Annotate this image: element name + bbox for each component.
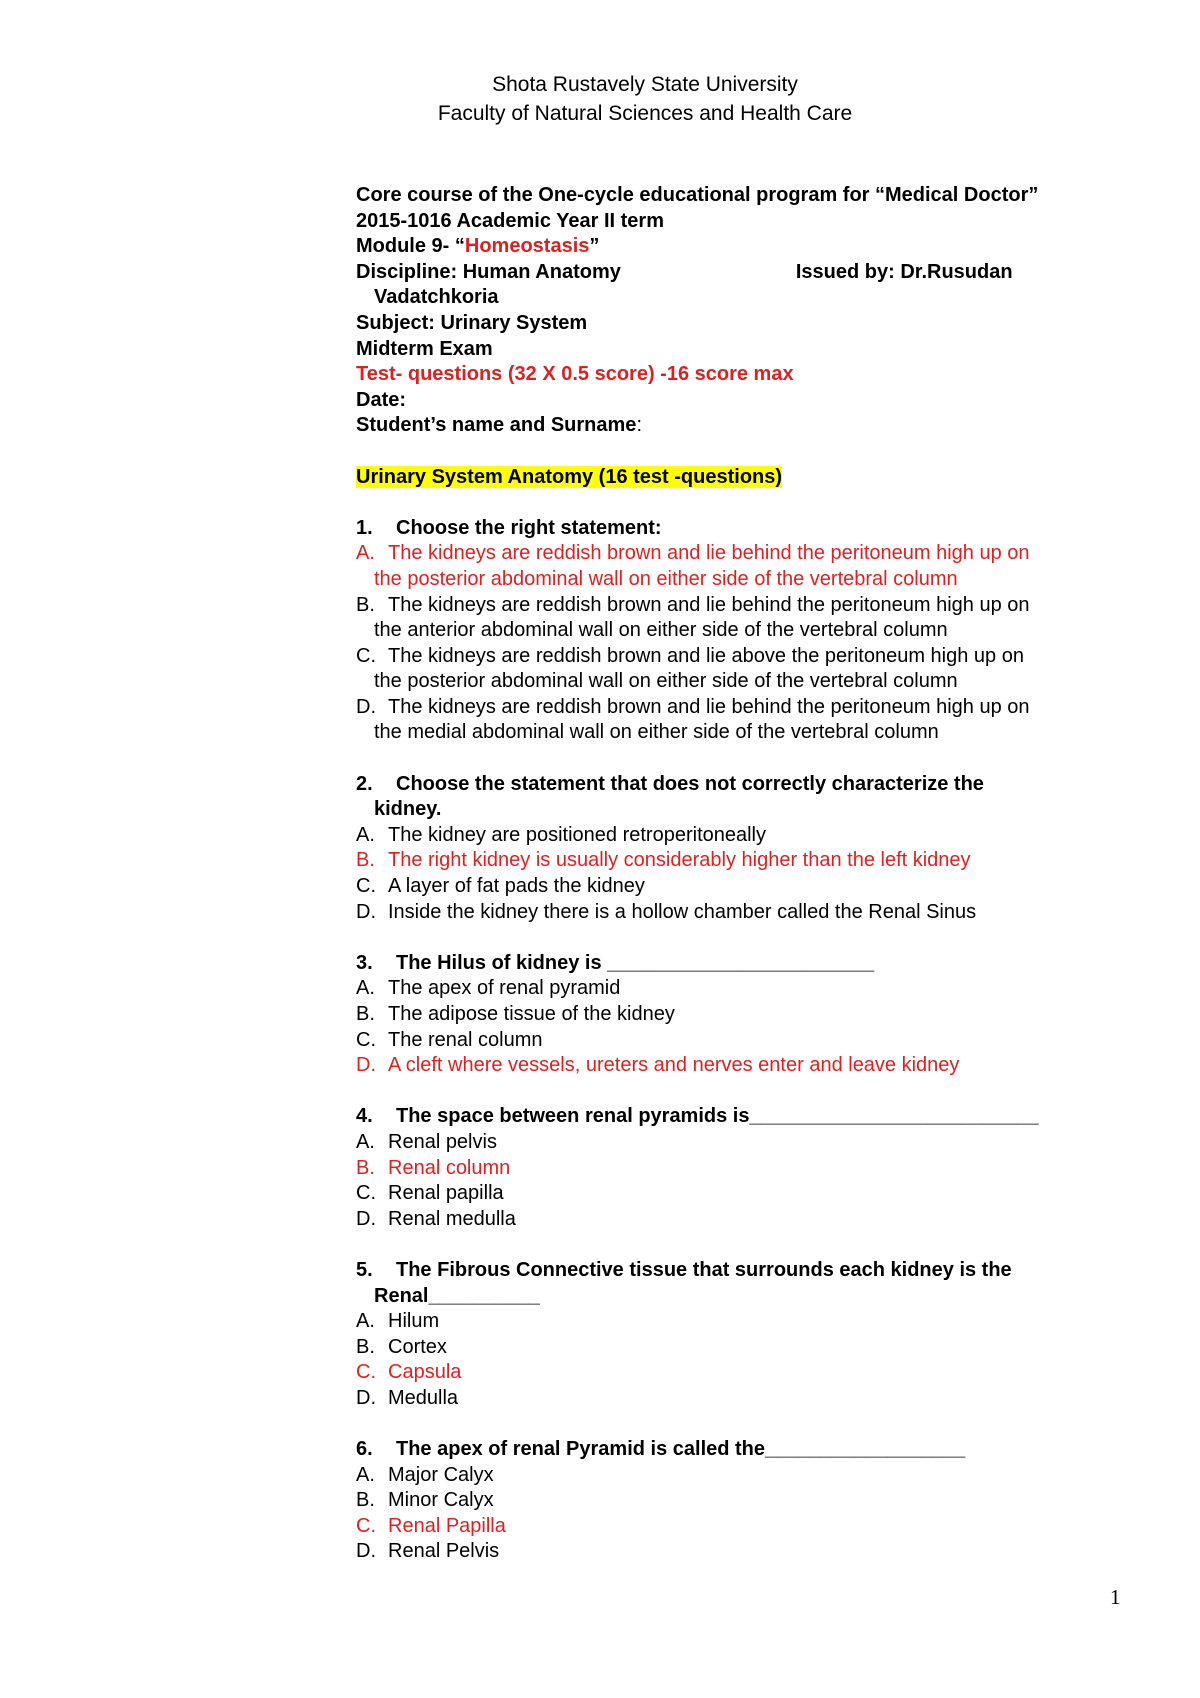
page-number: 1 <box>1110 1585 1121 1609</box>
option-text: Renal column <box>388 1156 511 1179</box>
student-colon: : <box>636 414 642 437</box>
option: D. Inside the kidney there is a hollow chamber called the Renal Sinus <box>356 900 977 923</box>
module-suffix: ” <box>589 235 600 258</box>
option-answer: C. Renal Papilla <box>356 1514 506 1537</box>
exam-line: Midterm Exam <box>356 337 493 360</box>
module-name: Homeostasis <box>464 235 590 258</box>
question-number: 1. <box>356 516 373 539</box>
option-text-cont: the posterior abdominal wall on either side of the vertebral column <box>374 567 958 590</box>
question-number: 6. <box>356 1438 373 1461</box>
option-text: Renal Pelvis <box>388 1540 500 1563</box>
test-info: Test- questions (32 X 0.5 score) -16 score max <box>356 363 794 386</box>
option: D. The kidneys are reddish brown and lie behind the peritoneum high up on <box>356 695 1030 718</box>
option-text: Inside the kidney there is a hollow chamber called the Renal Sinus <box>388 900 977 923</box>
subject-line: Subject: Urinary System <box>356 311 588 334</box>
course-line: Core course of the One-cycle educational program for “Medical Doctor” <box>356 184 1039 206</box>
question-text: Choose the statement that does not correctly characterize the <box>396 772 984 795</box>
option: D. Medulla <box>356 1386 459 1409</box>
academic-year: 2015-1016 Academic Year II term <box>356 209 664 232</box>
option: D. Renal Pelvis <box>356 1540 500 1563</box>
question <box>356 1104 1146 1232</box>
option-text-cont: the anterior abdominal wall on either side of the vertebral column <box>374 619 948 642</box>
option-text: The kidney are positioned retroperitoneally <box>388 823 766 846</box>
question-text-cont: kidney. <box>374 798 442 821</box>
option: C. Renal papilla <box>356 1182 504 1205</box>
question-text-cont: Renal__________ <box>374 1284 540 1307</box>
exam-content <box>356 183 1146 1565</box>
option: A. The kidney are positioned retroperitoneally <box>356 823 766 846</box>
question-text: Choose the right statement: <box>396 516 662 539</box>
date-label: Date: <box>356 388 407 411</box>
question-text: The apex of renal Pyramid is called the__________________ <box>396 1438 966 1461</box>
option-text: Major Calyx <box>388 1463 494 1486</box>
option-text: Renal pelvis <box>388 1130 497 1153</box>
question <box>356 951 1146 1079</box>
option: C. The renal column <box>356 1028 543 1051</box>
question-text: The space between renal pyramids is__________________________ <box>396 1105 1039 1128</box>
option-text-cont: the posterior abdominal wall on either side of the vertebral column <box>374 670 958 693</box>
option: B. The adipose tissue of the kidney <box>356 1003 675 1025</box>
question-number: 3. <box>356 951 373 974</box>
option-text: Renal medulla <box>388 1207 516 1230</box>
option: A. Hilum <box>356 1310 440 1333</box>
option-text: The kidneys are reddish brown and lie behind the peritoneum high up on <box>388 542 1030 565</box>
module-prefix: Module 9- “ <box>356 235 465 258</box>
option-text: The right kidney is usually considerably higher than the left kidney <box>388 849 971 872</box>
option: A. Renal pelvis <box>356 1130 497 1153</box>
question <box>356 516 1146 746</box>
student-label: Student’s name and Surname <box>356 414 637 437</box>
question-number: 2. <box>356 772 373 795</box>
discipline-line <box>356 260 1146 286</box>
question <box>356 1258 1146 1412</box>
option: B. Minor Calyx <box>356 1489 494 1512</box>
university-title: Shota Rustavely State University <box>492 73 798 96</box>
option-text: Minor Calyx <box>388 1489 494 1512</box>
option-text: The apex of renal pyramid <box>388 977 621 1000</box>
option-text: Renal papilla <box>388 1182 504 1205</box>
issued-by: Issued by: Dr.Rusudan <box>795 260 1013 283</box>
option-text: The kidneys are reddish brown and lie behind the peritoneum high up on <box>388 695 1030 718</box>
student-line <box>356 413 1146 439</box>
option-text-cont: the medial abdominal wall on either side of the vertebral column <box>374 721 939 744</box>
option-answer: D. A cleft where vessels, ureters and nerves enter and leave kidney <box>356 1054 960 1077</box>
issued-by-continued: Vadatchkoria <box>374 286 499 309</box>
question-text: The Fibrous Connective tissue that surrounds each kidney is the <box>396 1258 1012 1281</box>
option-text: The kidneys are reddish brown and lie behind the peritoneum high up on <box>388 593 1030 616</box>
option-text: A layer of fat pads the kidney <box>388 875 645 898</box>
question <box>356 1437 1146 1565</box>
question-number: 4. <box>356 1105 373 1128</box>
option-answer: B. The right kidney is usually considerably higher than the left kidney <box>356 849 971 872</box>
option: D. Renal medulla <box>356 1207 516 1230</box>
option: C. The kidneys are reddish brown and lie above the peritoneum high up on <box>356 644 1024 667</box>
option-text: A cleft where vessels, ureters and nerves enter and leave kidney <box>388 1054 960 1077</box>
section-title: Urinary System Anatomy (16 test -questions) <box>356 465 783 488</box>
option-text: The renal column <box>388 1028 543 1051</box>
section-title-line <box>356 465 1146 491</box>
option-text: The adipose tissue of the kidney <box>388 1003 675 1025</box>
question <box>356 772 1146 926</box>
option-text: Renal Papilla <box>388 1514 506 1537</box>
faculty-title: Faculty of Natural Sciences and Health Care <box>437 102 853 125</box>
option-text: Capsula <box>388 1361 462 1384</box>
option: B. The kidneys are reddish brown and lie behind the peritoneum high up on <box>356 593 1030 616</box>
option-text: Hilum <box>388 1310 440 1333</box>
option-text: Cortex <box>388 1335 447 1358</box>
discipline: Discipline: Human Anatomy <box>356 260 621 283</box>
question-number: 5. <box>356 1258 373 1281</box>
option-text: The kidneys are reddish brown and lie above the peritoneum high up on <box>388 644 1024 667</box>
option-text: Medulla <box>388 1386 459 1409</box>
option-answer: B. Renal column <box>356 1156 511 1179</box>
option: A. Major Calyx <box>356 1463 494 1486</box>
option-answer: C. Capsula <box>356 1361 462 1384</box>
option: B. Cortex <box>356 1335 447 1358</box>
question-text: The Hilus of kidney is ________________________ <box>396 951 875 974</box>
option-answer: A. The kidneys are reddish brown and lie behind the peritoneum high up on <box>356 542 1030 565</box>
option: A. The apex of renal pyramid <box>356 977 621 1000</box>
option: C. A layer of fat pads the kidney <box>356 875 645 898</box>
module-line <box>356 234 1146 260</box>
